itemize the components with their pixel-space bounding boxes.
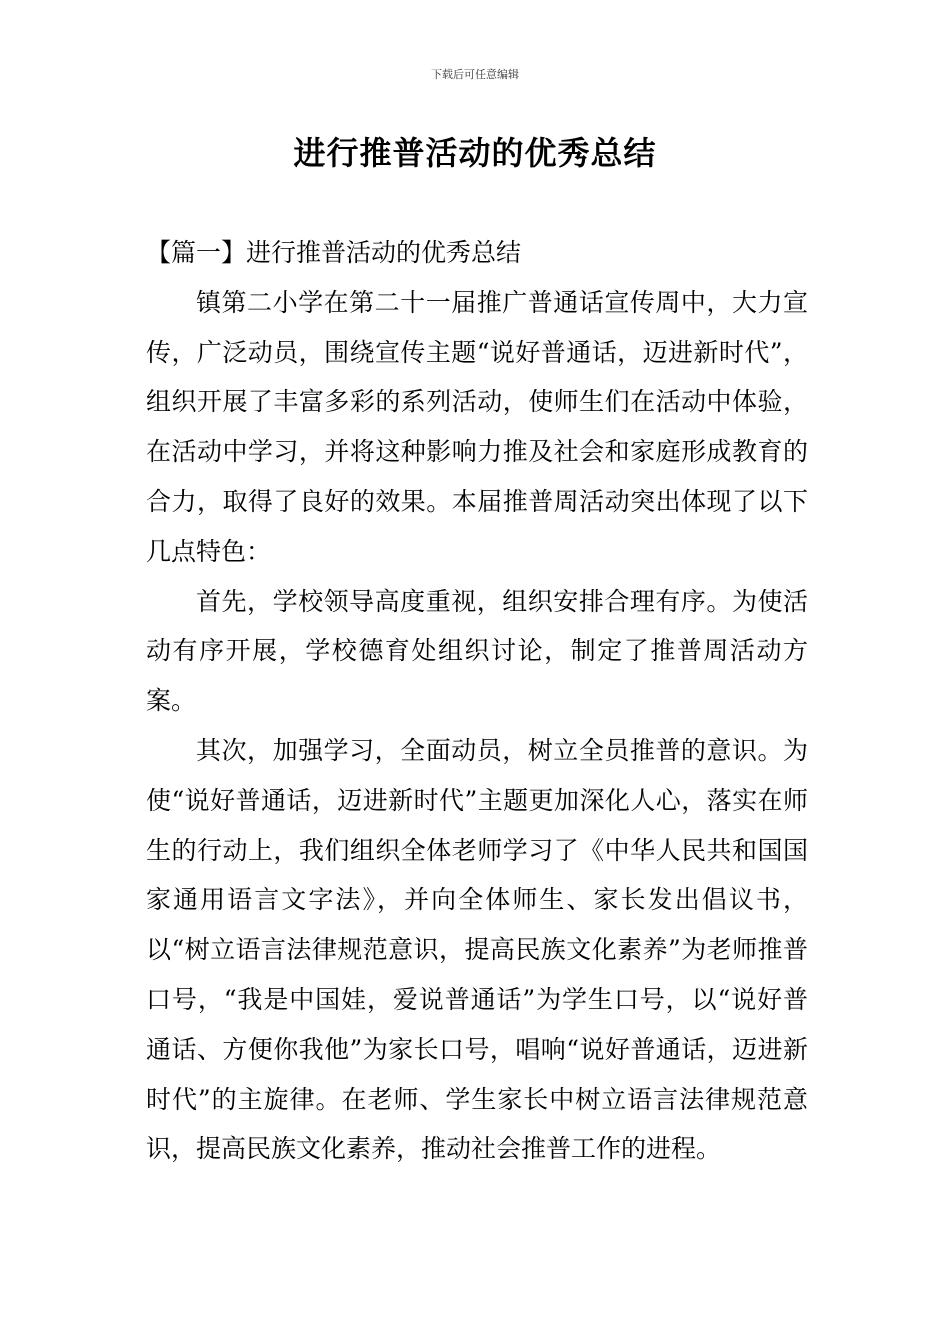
paragraph-first: 首先，学校领导高度重视，组织安排合理有序。为使活动有序开展，学校德育处组织讨论，制定了推普周活动方案。: [146, 586, 808, 716]
document-body: [146, 228, 808, 1174]
paragraph-second: 其次，加强学习，全面动员，树立全员推普的意识。为使“说好普通话，迈进新时代”主题更加深化人心，落实在师生的行动上，我们组织全体老师学习了《中华人民共和国国家通用语言文字法》，并向全体师生、家长发出倡议书，以“树立语言法律规范意识，提高民族文化素养”为老师推普口号，“我是中国娃，爱说普通话”为学生口号，以“说好普通话、方便你我他”为家长口号，唱响“说好普通话，迈进新时代”的主旋律。在老师、学生家长中树立语言法律规范意识，提高民族文化素养，推动社会推普工作的进程。: [146, 735, 808, 1164]
section-heading: 【篇一】进行推普活动的优秀总结: [146, 238, 522, 267]
paragraph-intro: 镇第二小学在第二十一届推广普通话宣传周中，大力宣传，广泛动员，围绕宣传主题“说好普通话，迈进新时代”，组织开展了丰富多彩的系列活动，使师生们在活动中体验，在活动中学习，并将这种影响力推及社会和家庭形成教育的合力，取得了良好的效果。本届推普周活动突出体现了以下几点特色：: [146, 287, 808, 566]
document-title: 进行推普活动的优秀总结: [293, 134, 657, 172]
header-note: 下载后可任意编辑: [431, 68, 519, 81]
